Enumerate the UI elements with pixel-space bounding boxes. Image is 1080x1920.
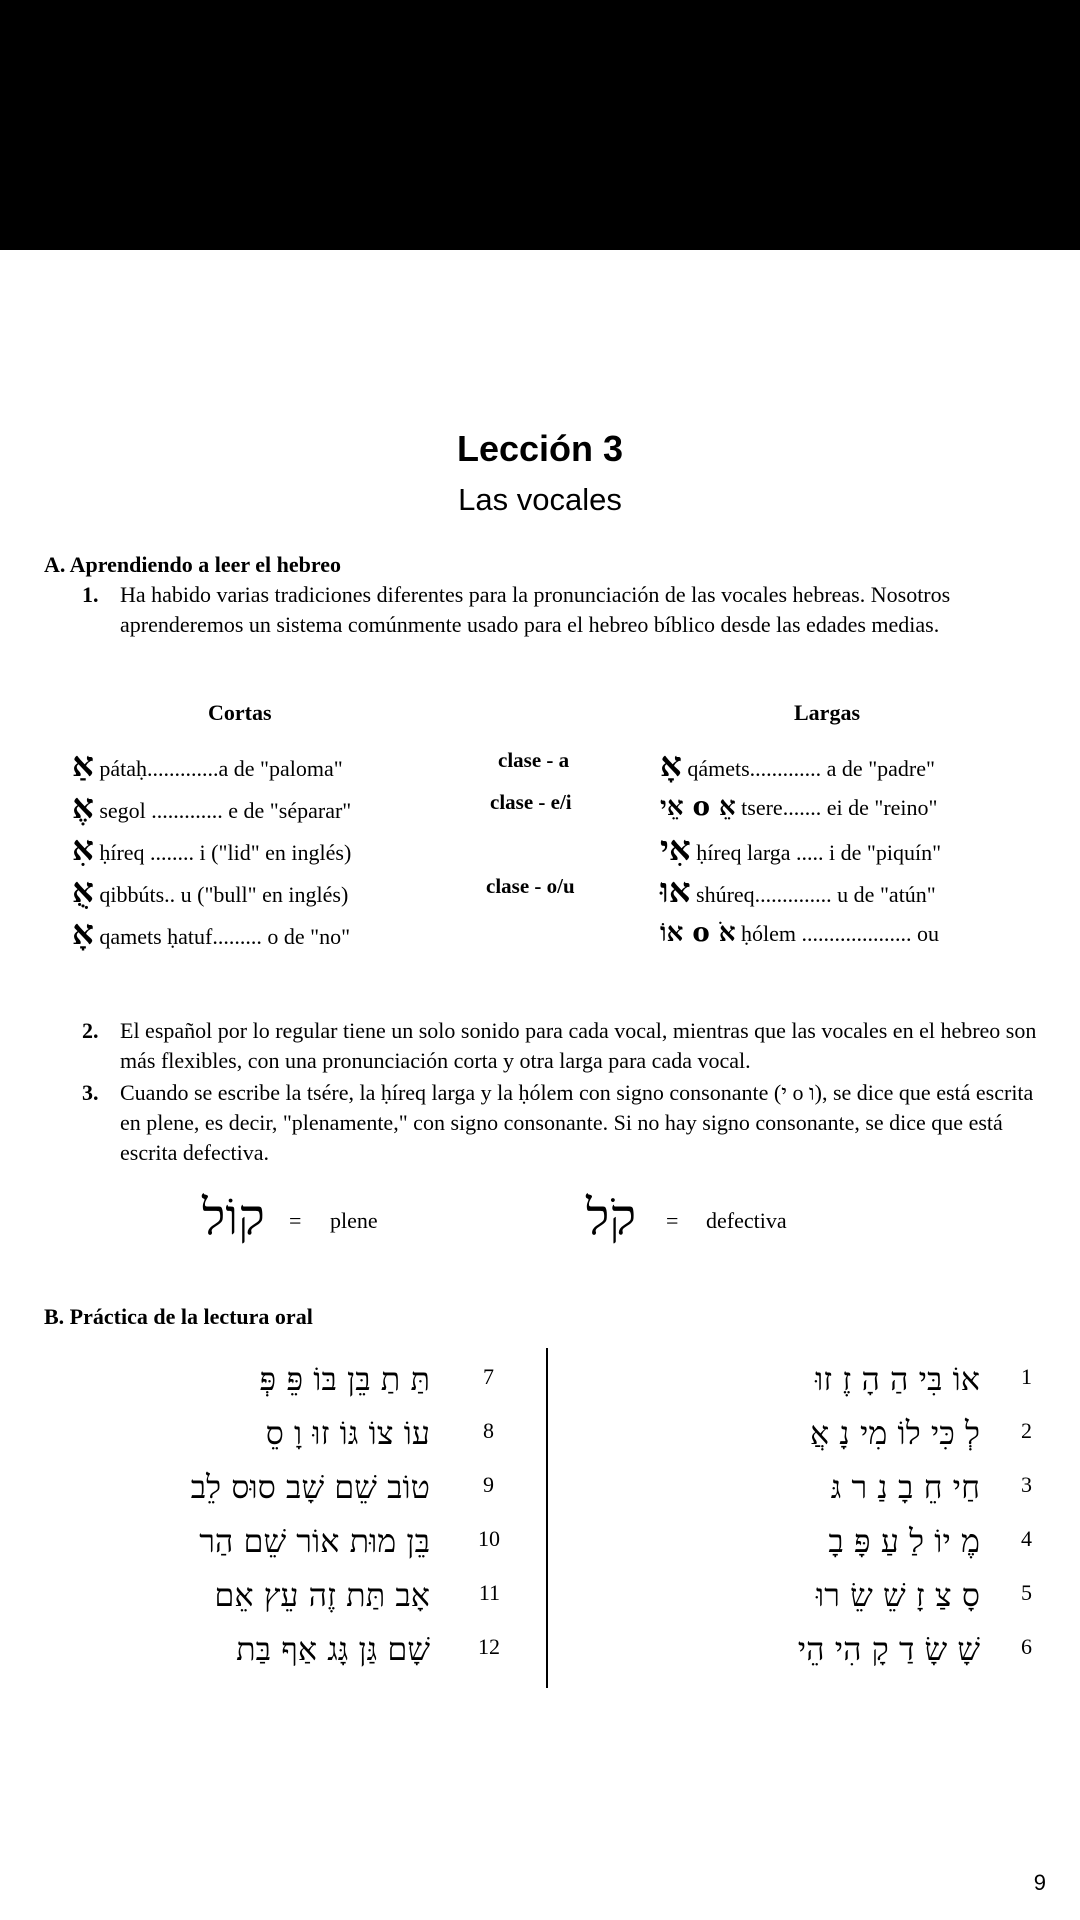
row-number: 8 <box>483 1418 494 1443</box>
class-label-o-u: clase - o/u <box>486 874 575 898</box>
hebrew-letter: אֵי o אֵ <box>660 792 736 822</box>
long-vowel-row <box>660 792 938 823</box>
practice-row <box>80 1522 520 1566</box>
practice-row <box>640 1630 1040 1674</box>
practice-hebrew: עוֹ צוֹ גּוֹ זוּ וָ סֵ <box>265 1414 430 1452</box>
practice-row <box>80 1468 520 1512</box>
vowel-desc: ḥólem .................... ou <box>741 921 940 946</box>
page-number: 9 <box>1033 1870 1046 1895</box>
practice-hebrew: שָׁ שָׂ דַ קָ הִי הֵי <box>797 1630 980 1668</box>
practice-row <box>640 1360 1040 1404</box>
row-number: 10 <box>478 1526 500 1551</box>
practice-row <box>640 1576 1040 1620</box>
practice-hebrew: תַּ תַ בֵּן בּוֹ פֵּ פְּ <box>259 1360 430 1398</box>
row-number: 3 <box>1021 1472 1032 1497</box>
practice-row <box>80 1630 520 1674</box>
long-vowel-row <box>660 829 942 869</box>
row-number: 4 <box>1021 1526 1032 1551</box>
practice-hebrew: טוֹב שֵׁם שָׁב סוּס לֵב <box>190 1468 430 1506</box>
vowel-desc: tsere....... ei de "reino" <box>741 795 938 820</box>
practice-row <box>640 1468 1040 1512</box>
practice-hebrew: אוֹ בִּי הַ הָ זֶ זוּ <box>815 1360 980 1398</box>
row-number: 1 <box>1021 1364 1032 1389</box>
class-label-a: clase - a <box>498 748 570 772</box>
practice-row <box>80 1360 520 1404</box>
plene-hebrew-word: קוֹל <box>202 1188 265 1246</box>
vowel-desc: ḥíreq ........ i ("lid" en inglés) <box>99 840 352 865</box>
long-vowel-row <box>660 745 936 785</box>
row-number: 5 <box>1021 1580 1032 1605</box>
practice-hebrew: מֶ יוֹ לַ עַ פָּ בָ <box>828 1522 980 1560</box>
vowel-desc: pátaḥ.............a de "paloma" <box>99 756 343 781</box>
lesson-title: Lección 3 <box>456 428 624 469</box>
hebrew-letter: אַ <box>72 745 94 785</box>
long-vowels-heading: Largas <box>794 700 860 725</box>
item-text: Cuando se escribe la tsére, la ḥíreq larga y la ḥólem con signo consonante (י o ו), se dice que está escrita en plene, es decir, "plenamente," con signo consonante. Si no hay signo consonante, se dice que está escrita defectiva. <box>120 1080 1034 1165</box>
hebrew-letter: אוּ <box>660 871 691 911</box>
hebrew-letter: אוֹ o אֹ <box>660 918 736 948</box>
row-number: 12 <box>478 1634 500 1659</box>
hebrew-letter: אָ <box>660 745 682 785</box>
hebrew-letter: אֻ <box>72 871 94 911</box>
practice-row <box>640 1414 1040 1458</box>
short-vowels-heading: Cortas <box>208 700 272 725</box>
class-label-e-i: clase - e/i <box>490 790 572 814</box>
vowel-desc: ḥíreq larga ..... i de "piquín" <box>696 840 942 865</box>
short-vowel-row <box>72 913 351 953</box>
row-number: 9 <box>483 1472 494 1497</box>
short-vowel-row <box>72 871 349 911</box>
row-number: 2 <box>1021 1418 1032 1443</box>
long-vowel-row <box>660 871 936 911</box>
section-b-heading: B. Práctica de la lectura oral <box>44 1304 313 1329</box>
hebrew-letter: אִי <box>660 829 691 869</box>
defectiva-label: defectiva <box>706 1208 787 1233</box>
vowel-desc: qámets............. a de "padre" <box>687 756 936 781</box>
short-vowel-row <box>72 745 343 785</box>
lesson-subtitle: Las vocales <box>458 482 622 517</box>
short-vowel-row <box>72 787 352 827</box>
practice-hebrew: בֵּן מוּת אוֹר שֵׁם הַר <box>199 1522 430 1560</box>
long-vowel-row <box>660 918 939 949</box>
row-number: 7 <box>483 1364 494 1389</box>
hebrew-letter: אִ <box>72 829 94 869</box>
item-text: Ha habido varias tradiciones diferentes para la pronunciación de las vocales hebreas. Nosotros aprenderemos un sistema comúnmente usado para el hebreo bíblico desde las edades medias. <box>120 582 951 637</box>
practice-hebrew: שָׁם גַּן גָּג אַף בַּת <box>236 1630 430 1668</box>
column-divider <box>546 1348 548 1688</box>
plene-label: plene <box>330 1208 378 1233</box>
item-number: 2. <box>82 1018 99 1043</box>
short-vowel-row <box>72 829 352 869</box>
row-number: 6 <box>1021 1634 1032 1659</box>
practice-row <box>80 1414 520 1458</box>
equals-sign: = <box>289 1208 302 1233</box>
hebrew-letter: אֶ <box>72 787 94 827</box>
vowel-desc: qibbúts.. u ("bull" en inglés) <box>99 882 349 907</box>
practice-hebrew: סָ צַ זָ שֵׁ שֵׂ רוּ <box>816 1576 980 1614</box>
row-number: 11 <box>478 1580 500 1605</box>
equals-sign: = <box>666 1208 679 1233</box>
item-number: 1. <box>82 582 99 607</box>
practice-row <box>640 1522 1040 1566</box>
vowel-desc: shúreq.............. u de "atún" <box>696 882 936 907</box>
vowel-desc: qamets ḥatuf......... o de "no" <box>99 924 351 949</box>
practice-hebrew: לְ כִּי לוֹ מִי נָ אֲ <box>810 1414 980 1452</box>
practice-hebrew: חַי חֵ בָ נַ ר גּ <box>830 1468 980 1506</box>
defectiva-hebrew-word: קֹל <box>586 1188 637 1246</box>
practice-row <box>80 1576 520 1620</box>
practice-hebrew: אָב תַּת זֶה עֵץ אֵם <box>214 1576 430 1614</box>
hebrew-letter: אָ <box>72 913 94 953</box>
vowel-desc: segol ............. e de "séparar" <box>99 798 352 823</box>
section-a-heading: A. Aprendiendo a leer el hebreo <box>44 552 341 577</box>
item-text: El español por lo regular tiene un solo sonido para cada vocal, mientras que las vocales en el hebreo son más flexibles, con una pronunciación corta y otra larga para cada vocal. <box>120 1018 1037 1073</box>
top-black-bar <box>0 0 1080 250</box>
item-number: 3. <box>82 1080 99 1105</box>
